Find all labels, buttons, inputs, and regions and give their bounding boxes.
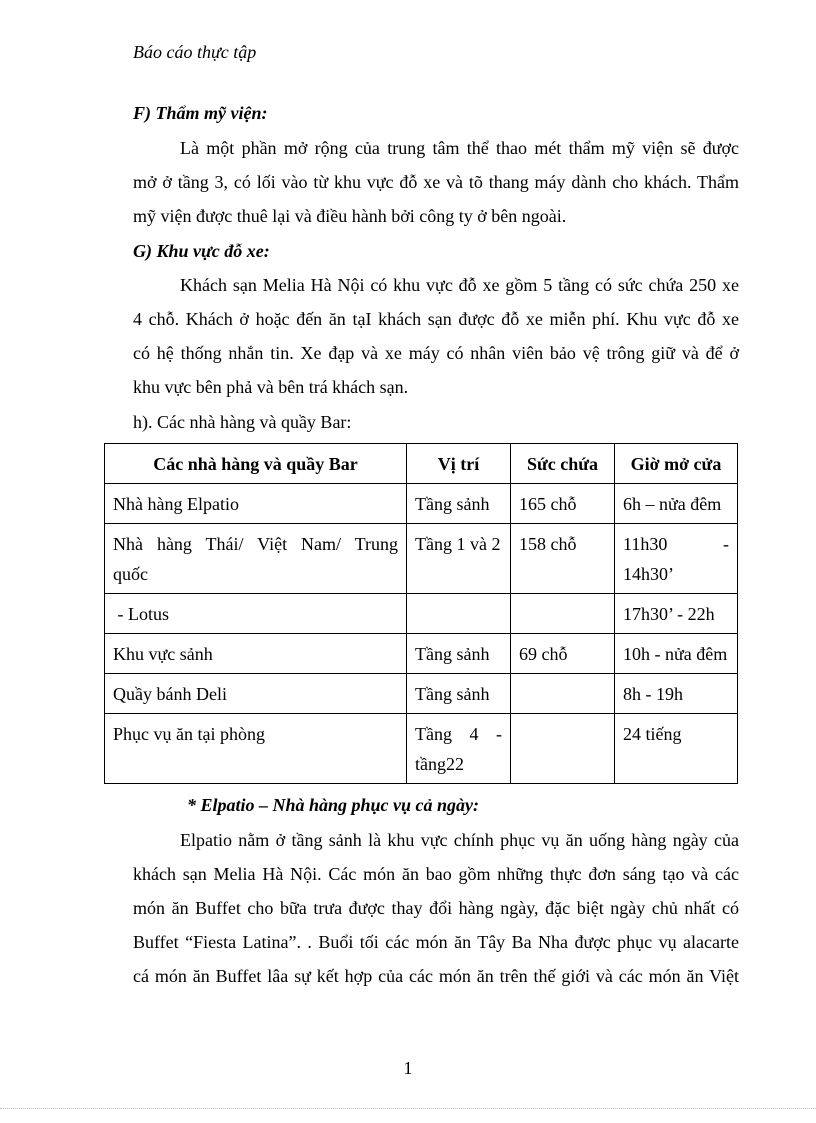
cell-name: Quầy bánh Deli [105, 674, 407, 714]
text-line: Khách sạn Melia Hà Nội có khu vực đỗ xe gồm 5 tầng có sức chứa 250 xe [180, 275, 739, 295]
cell-hours: 8h - 19h [615, 674, 738, 714]
cell-hours: 24 tiếng [615, 714, 738, 784]
cell-capacity: 158 chỗ [511, 524, 615, 594]
table-row [105, 674, 738, 714]
cell-capacity [511, 674, 615, 714]
text-line: món ăn Buffet cho bữa trưa được thay đổi hàng ngày, đặc biệt ngày chủ nhất có [133, 898, 739, 918]
text-line: có hệ thống nhắn tin. Xe đạp và xe máy có nhân viên bảo vệ trông giữ và để ở [133, 343, 739, 363]
cell-location: Tầng 1 và 2 [407, 524, 511, 594]
table-header-row [105, 444, 738, 484]
section-g-title: G) Khu vực đỗ xe: [133, 241, 270, 261]
cell-location [407, 714, 511, 784]
cell-hours: 6h – nửa đêm [615, 484, 738, 524]
cell-line: Tầng 4 - [415, 724, 502, 744]
text-line: 4 chỗ. Khách ở hoặc đến ăn tạI khách sạn được đỗ xe miễn phí. Khu vực đỗ xe [133, 309, 739, 329]
cell-capacity [511, 714, 615, 784]
cell-capacity: 165 chỗ [511, 484, 615, 524]
cell-hours: 10h - nửa đêm [615, 634, 738, 674]
text-line: Buffet “Fiesta Latina”. . Buổi tối các món ăn Tây Ba Nha được phục vụ alacarte [133, 932, 739, 952]
cell-line: Nhà hàng Thái/ Việt Nam/ Trung [113, 534, 398, 554]
cell-location: Tầng sảnh [407, 484, 511, 524]
elpatio-title: * Elpatio – Nhà hàng phục vụ cả ngày: [187, 795, 480, 815]
cell-location: Tầng sảnh [407, 674, 511, 714]
table-row [105, 524, 738, 594]
text-line: cá món ăn Buffet lâa sự kết hợp của các món ăn trên thế giới và các món ăn Việt [133, 966, 739, 986]
cell-capacity: 69 chỗ [511, 634, 615, 674]
cell-name [105, 524, 407, 594]
section-f-text [133, 131, 739, 233]
cell-name: Phục vụ ăn tại phòng [105, 714, 407, 784]
text-line: mỹ viện được thuê lại và điều hành bởi công ty ở bên ngoài. [133, 206, 567, 226]
header-capacity: Sức chứa [511, 444, 615, 484]
page-bottom-border [0, 1108, 816, 1109]
restaurant-table [104, 443, 738, 784]
text-line: khu vực bên phả và bên trá khách sạn. [133, 377, 409, 397]
text-line: Elpatio nằm ở tầng sảnh là khu vực chính phục vụ ăn uống hàng ngày của [180, 830, 739, 850]
header-hours: Giờ mở cửa [615, 444, 738, 484]
cell-line: quốc [113, 564, 148, 584]
cell-line: 11h30 - [623, 534, 729, 554]
cell-location [407, 594, 511, 634]
elpatio-text [133, 823, 739, 993]
section-f-title: F) Thẩm mỹ viện: [133, 103, 268, 123]
cell-location: Tầng sảnh [407, 634, 511, 674]
section-h-caption: h). Các nhà hàng và quầy Bar: [133, 412, 352, 432]
cell-name: - Lotus [105, 594, 407, 634]
cell-line: 14h30’ [623, 564, 674, 584]
text-line: Là một phần mở rộng của trung tâm thể thao mét thẩm mỹ viện sẽ được [180, 138, 739, 158]
text-line: khách sạn Melia Hà Nội. Các món ăn bao gồm những thực đơn sáng tạo và các [133, 864, 739, 884]
cell-name: Khu vực sảnh [105, 634, 407, 674]
table-row [105, 594, 738, 634]
cell-capacity [511, 594, 615, 634]
section-g-text [133, 268, 739, 404]
header-location: Vị trí [407, 444, 511, 484]
header-name: Các nhà hàng và quầy Bar [105, 444, 407, 484]
page-header: Báo cáo thực tập [133, 42, 257, 62]
page-number: 1 [403, 1058, 413, 1078]
cell-hours: 17h30’ - 22h [615, 594, 738, 634]
table-row [105, 714, 738, 784]
cell-name: Nhà hàng Elpatio [105, 484, 407, 524]
cell-line: tầng22 [415, 754, 464, 774]
cell-hours [615, 524, 738, 594]
text-line: mở ở tầng 3, có lối vào từ khu vực đỗ xe và tõ thang máy dành cho khách. Thẩm [133, 172, 739, 192]
table-row [105, 634, 738, 674]
table-row [105, 484, 738, 524]
